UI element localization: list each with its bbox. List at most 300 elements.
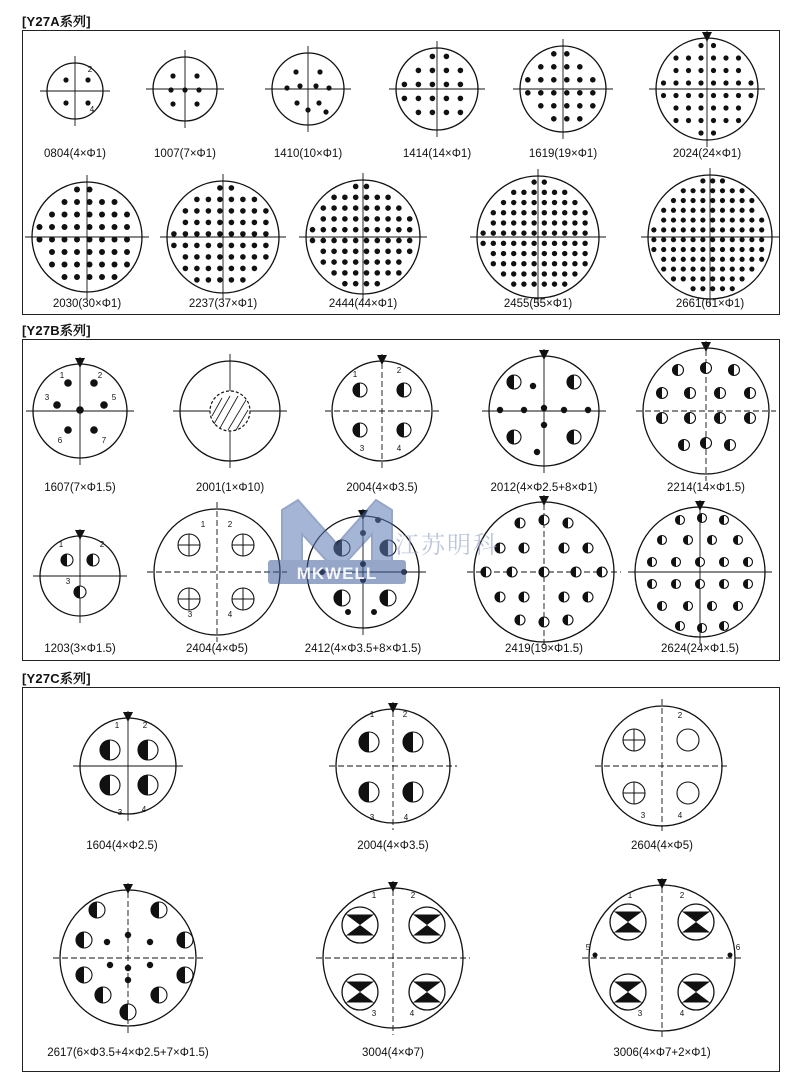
section-title-y27c: [Y27C系列] (22, 671, 91, 686)
contact-pin (49, 249, 55, 255)
connector-label: 2419(19×Φ1.5) (505, 643, 583, 655)
contact-pin (364, 238, 370, 244)
contact-pin (284, 85, 289, 90)
contact-pin (671, 208, 676, 213)
contact-pin (501, 261, 506, 266)
contact-pin (125, 965, 131, 971)
contact-pin (74, 199, 80, 205)
connector-label: 2404(4×Φ5) (186, 643, 248, 655)
contact-pin (305, 107, 310, 112)
contact-pin (759, 257, 764, 262)
contact-pin (124, 212, 130, 218)
contact-pin (720, 208, 725, 213)
contact-pin (480, 230, 485, 235)
contact-pin (690, 237, 695, 242)
contact-pin (310, 227, 316, 233)
contact-pin (194, 254, 200, 260)
contact-pin (371, 609, 377, 615)
contact-pin (74, 262, 80, 268)
contact-pin (661, 227, 666, 232)
contact-pin (542, 230, 547, 235)
contact-pin (671, 257, 676, 262)
contact-pin (577, 116, 583, 122)
contact-pin (206, 266, 212, 272)
contact-pin (681, 257, 686, 262)
contact-pin (62, 274, 68, 280)
contact-pin (711, 93, 716, 98)
contact-pin (671, 198, 676, 203)
contact-pin (364, 281, 370, 287)
contact-pin (531, 190, 536, 195)
contact-pin (444, 54, 450, 60)
contact-pin (240, 266, 246, 272)
contact-pin (293, 69, 298, 74)
contact-pin (206, 220, 212, 226)
contact-pin (720, 188, 725, 193)
contact-pin (521, 190, 526, 195)
pin-number: 2 (679, 891, 685, 900)
contact-pin (170, 73, 175, 78)
contact-pin (720, 247, 725, 252)
contact-pin (710, 217, 715, 222)
pin-number: 1 (200, 520, 206, 529)
contact-pin (690, 188, 695, 193)
contact-pin (590, 90, 596, 96)
contact-pin (759, 237, 764, 242)
contact-pin (511, 200, 516, 205)
contact-pin (112, 212, 118, 218)
contact-pin (723, 80, 728, 85)
contact-pin (710, 266, 715, 271)
contact-pin (538, 103, 544, 109)
contact-pin (252, 220, 258, 226)
connector-label: 2661(61×Φ1) (675, 298, 745, 310)
pin-number: 7 (101, 436, 107, 445)
contact-pin (720, 217, 725, 222)
pin-number: 4 (141, 805, 147, 814)
contact-pin (326, 85, 331, 90)
contact-pin (552, 190, 557, 195)
connector-label: 1414(14×Φ1) (402, 148, 472, 160)
contact-pin (720, 276, 725, 281)
connector-label: 1604(4×Φ2.5) (86, 840, 158, 852)
pin-number: 4 (403, 813, 409, 822)
contact-pin (723, 55, 728, 60)
contact-pin (331, 270, 337, 276)
contact-pin (700, 286, 705, 291)
contact-pin (194, 101, 199, 106)
contact-pin (374, 205, 380, 211)
contact-pin (342, 194, 348, 200)
contact-pin (364, 184, 370, 190)
contact-pin (501, 271, 506, 276)
contact-pin (521, 210, 526, 215)
contact-pin (739, 208, 744, 213)
contact-pin (310, 238, 316, 244)
contact-pin (739, 198, 744, 203)
contact-pin (229, 277, 235, 283)
contact-pin (385, 205, 391, 211)
contact-pin (364, 216, 370, 222)
pin-number: 4 (409, 1009, 415, 1018)
contact-pin (551, 77, 557, 83)
contact-pin (497, 407, 503, 413)
contact-pin (87, 262, 93, 268)
contact-pin (331, 248, 337, 254)
contact-pin (491, 220, 496, 225)
contact-pin (562, 261, 567, 266)
contact-pin (37, 224, 43, 230)
contact-pin (511, 210, 516, 215)
contact-pin (320, 216, 326, 222)
connector-label: 2237(37×Φ1) (188, 298, 258, 310)
contact-pin (206, 243, 212, 249)
contact-pin (710, 227, 715, 232)
contact-pin (681, 276, 686, 281)
contact-pin (374, 216, 380, 222)
contact-pin (681, 247, 686, 252)
contact-pin (385, 248, 391, 254)
contact-pin (521, 200, 526, 205)
contact-pin (710, 276, 715, 281)
contact-pin (374, 259, 380, 265)
contact-pin (542, 210, 547, 215)
contact-pin (107, 962, 113, 968)
pin-number: 1 (627, 891, 633, 900)
contact-pin (182, 87, 187, 92)
contact-pin (407, 248, 413, 254)
contact-pin (206, 254, 212, 260)
contact-pin (320, 238, 326, 244)
contact-pin (564, 90, 570, 96)
contact-pin (87, 199, 93, 205)
contact-pin (458, 68, 464, 74)
contact-pin (240, 254, 246, 260)
contact-pin (229, 220, 235, 226)
contact-pin (720, 266, 725, 271)
contact-pin (183, 231, 189, 237)
contact-pin (562, 190, 567, 195)
contact-pin (206, 208, 212, 214)
contact-pin (759, 227, 764, 232)
pin-number: 3 (117, 808, 123, 817)
connector-label: 2412(4×Φ3.5+8×Φ1.5) (304, 643, 422, 655)
contact-pin (90, 426, 98, 434)
contact-pin (331, 194, 337, 200)
contact-pin (194, 220, 200, 226)
contact-pin (577, 90, 583, 96)
contact-pin (345, 609, 351, 615)
contact-pin (374, 281, 380, 287)
contact-pin (730, 276, 735, 281)
contact-pin (538, 77, 544, 83)
contact-pin (530, 383, 536, 389)
contact-pin (552, 200, 557, 205)
contact-pin (194, 266, 200, 272)
contact-pin (364, 205, 370, 211)
contact-pin (320, 227, 326, 233)
contact-pin (572, 220, 577, 225)
contact-pin (194, 243, 200, 249)
contact-pin (562, 230, 567, 235)
contact-pin (582, 241, 587, 246)
contact-pin (736, 118, 741, 123)
contact-pin (671, 227, 676, 232)
contact-pin (99, 262, 105, 268)
contact-pin (730, 208, 735, 213)
contact-pin (240, 243, 246, 249)
contact-pin (711, 80, 716, 85)
contact-pin (711, 43, 716, 48)
contact-pin (90, 379, 98, 387)
contact-pin (698, 118, 703, 123)
contact-pin (671, 266, 676, 271)
contact-pin (521, 271, 526, 276)
contact-pin (342, 227, 348, 233)
connector-label: 1410(10×Φ1) (273, 148, 343, 160)
contact-pin (673, 118, 678, 123)
pin-number: 3 (369, 813, 375, 822)
contact-pin (491, 230, 496, 235)
contact-pin (353, 259, 359, 265)
contact-pin (673, 55, 678, 60)
contact-pin (690, 257, 695, 262)
contact-pin (124, 237, 130, 243)
contact-pin (723, 68, 728, 73)
contact-pin (531, 261, 536, 266)
contact-pin (49, 262, 55, 268)
contact-pin (168, 87, 173, 92)
contact-pin (74, 187, 80, 193)
pin-number: 1 (371, 891, 377, 900)
contact-pin (430, 54, 436, 60)
contact-socket (677, 782, 699, 804)
contact-pin (723, 93, 728, 98)
pin-number: 6 (735, 943, 741, 952)
contact-pin (342, 270, 348, 276)
contact-pin (87, 212, 93, 218)
contact-pin (444, 110, 450, 116)
contact-pin (112, 262, 118, 268)
contact-pin (531, 200, 536, 205)
contact-pin (552, 220, 557, 225)
contact-pin (681, 227, 686, 232)
contact-pin (521, 220, 526, 225)
contact-pin (690, 217, 695, 222)
contact-pin (49, 212, 55, 218)
contact-pin (396, 227, 402, 233)
contact-pin (681, 217, 686, 222)
contact-pin (739, 276, 744, 281)
contact-pin (700, 198, 705, 203)
contact-pin (353, 194, 359, 200)
contact-pin (402, 96, 408, 102)
contact-pin (85, 77, 90, 82)
contact-pin (407, 227, 413, 233)
contact-pin (217, 266, 223, 272)
contact-pin (402, 82, 408, 88)
contact-pin (538, 64, 544, 70)
contact-pin (690, 286, 695, 291)
contact-pin (511, 190, 516, 195)
contact-pin (552, 261, 557, 266)
contact-pin (541, 405, 547, 411)
contact-pin (511, 251, 516, 256)
contact-pin (229, 254, 235, 260)
contact-pin (444, 82, 450, 88)
contact-pin (730, 188, 735, 193)
contact-pin (736, 93, 741, 98)
contact-pin (531, 281, 536, 286)
contact-pin (64, 426, 72, 434)
contact-pin (710, 198, 715, 203)
contact-pin (170, 101, 175, 106)
contact-pin (194, 277, 200, 283)
contact-pin (112, 237, 118, 243)
contact-pin (562, 210, 567, 215)
pin-number: 2 (99, 540, 105, 549)
contact-pin (353, 270, 359, 276)
contact-pin (531, 210, 536, 215)
contact-pin (217, 243, 223, 249)
contact-pin (552, 230, 557, 235)
contact-pin (531, 230, 536, 235)
contact-pin (74, 249, 80, 255)
contact-pin (686, 118, 691, 123)
contact-pin (316, 100, 321, 105)
contact-pin (681, 208, 686, 213)
contact-pin (590, 103, 596, 109)
connector-label: 2004(4×Φ3.5) (357, 840, 429, 852)
contact-pin (240, 197, 246, 203)
contact-pin (240, 277, 246, 283)
contact-pin (531, 241, 536, 246)
contact-pin (690, 266, 695, 271)
contact-pin (501, 210, 506, 215)
contact-pin (651, 237, 656, 242)
contact-pin (739, 257, 744, 262)
contact-pin (577, 103, 583, 109)
contact-pin (710, 257, 715, 262)
contact-pin (74, 274, 80, 280)
contact-pin (104, 939, 110, 945)
contact-pin (407, 216, 413, 222)
contact-pin (416, 82, 422, 88)
contact-pin (564, 51, 570, 57)
contact-pin (720, 257, 725, 262)
contact-pin (562, 281, 567, 286)
contact-pin (700, 188, 705, 193)
contact-pin (748, 93, 753, 98)
connector-label: 1619(19×Φ1) (528, 148, 598, 160)
contact-pin (217, 208, 223, 214)
contact-pin (748, 80, 753, 85)
contact-pin (63, 77, 68, 82)
contact-pin (739, 237, 744, 242)
contact-pin (542, 281, 547, 286)
contact-pin (711, 55, 716, 60)
pin-number: 2 (97, 371, 103, 380)
contact-pin (710, 247, 715, 252)
contact-pin (501, 200, 506, 205)
pin-number: 4 (679, 1009, 685, 1018)
contact-pin (124, 224, 130, 230)
contact-pin (229, 185, 235, 191)
contact-pin (551, 64, 557, 70)
contact-pin (572, 261, 577, 266)
pin-number: 3 (359, 444, 365, 453)
contact-pin (416, 68, 422, 74)
contact-pin (521, 241, 526, 246)
contact-pin (730, 257, 735, 262)
contact-pin (552, 210, 557, 215)
contact-pin (710, 178, 715, 183)
pin-number: 2 (142, 721, 148, 730)
contact-pin (531, 251, 536, 256)
contact-pin (711, 105, 716, 110)
contact-pin (511, 261, 516, 266)
connector-label: 2617(6×Φ3.5+4×Φ2.5+7×Φ1.5) (47, 1047, 209, 1059)
contact-pin (87, 224, 93, 230)
contact-pin (531, 220, 536, 225)
connector-label: 2604(4×Φ5) (631, 840, 693, 852)
contact-pin (491, 251, 496, 256)
contact-pin (681, 237, 686, 242)
contact-pin (74, 224, 80, 230)
contact-pin (593, 953, 598, 958)
contact-pin (723, 118, 728, 123)
contact-pin (542, 200, 547, 205)
contact-pin (710, 188, 715, 193)
contact-pin (730, 198, 735, 203)
connector-label: 1607(7×Φ1.5) (44, 482, 116, 494)
pin-number: 6 (57, 436, 63, 445)
contact-pin (720, 178, 725, 183)
contact-pin (562, 241, 567, 246)
contact-pin (501, 230, 506, 235)
contact-pin (736, 68, 741, 73)
contact-pin (531, 271, 536, 276)
contact-pin (661, 93, 666, 98)
pin-number: 1 (114, 721, 120, 730)
section-title-y27a: [Y27A系列] (22, 14, 91, 29)
contact-pin (385, 270, 391, 276)
section-title-y27b: [Y27B系列] (22, 323, 91, 338)
contact-pin (353, 184, 359, 190)
contact-pin (263, 231, 269, 237)
contact-pin (491, 261, 496, 266)
contact-pin (577, 64, 583, 70)
contact-pin (396, 259, 402, 265)
contact-pin (730, 266, 735, 271)
contact-pin (700, 217, 705, 222)
contact-pin (206, 231, 212, 237)
contact-pin (99, 274, 105, 280)
contact-pin (711, 118, 716, 123)
contact-pin (364, 248, 370, 254)
contact-pin (342, 248, 348, 254)
contact-pin (511, 271, 516, 276)
contact-pin (521, 281, 526, 286)
contact-pin (353, 281, 359, 287)
contact-pin (698, 130, 703, 135)
contact-pin (572, 251, 577, 256)
contact-pin (525, 77, 531, 83)
contact-pin (572, 271, 577, 276)
connector-label: 3006(4×Φ7+2×Φ1) (613, 1047, 711, 1059)
contact-pin (564, 64, 570, 70)
contact-pin (723, 105, 728, 110)
